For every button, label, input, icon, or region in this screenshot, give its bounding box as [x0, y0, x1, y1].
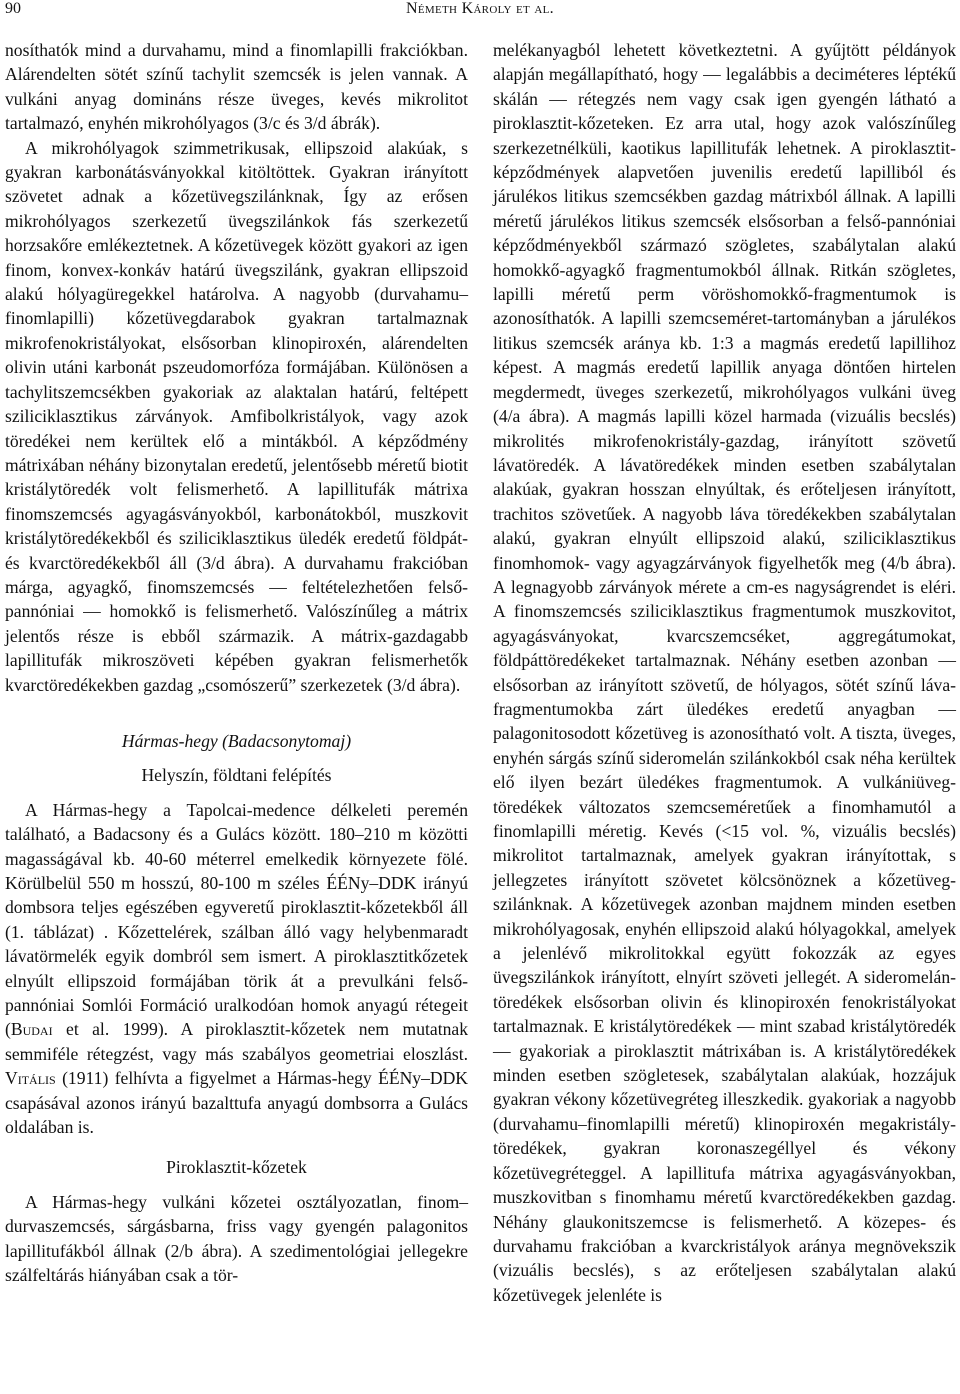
paragraph: melékanyagból lehetett következtetni. A gyűjtött példányok alapján megállapítható, hogy — legalábbis a deciméteres léptékű skálán — rétegzés nem vagy csak igen gyengén látható a piroklasztit-kőzeteken. Ez arra utal, hogy azok valószínűleg szerkezetnélküli, kaotikus lapillitufák lehetnek. A piroklasztit-képződmények alapvetően juvenilis eredetű lapilliból és járulékos litikus szemcsékben gazdag mátrixból állnak. A lapilli méretű járulékos litikus szemcsék elsősorban a felső-pannóniai képződményekből származó szögletes, szabálytalan alakú homokkő-agyagkő fragmentumokból állnak. Ritkán szögletes, lapilli méretű perm vöröshomokkő-fragmentumok is azonosíthatók. A lapilli szemcseméret-tartományban a járulékos litikus szemcsék aránya kb. 1:3 a magmás eredetű lapillihoz képest. A magmás eredetű lapillik anyaga döntően hirtelen megdermedt, üveges szerkezetű, mikrohólyagos vulkáni üveg (4/a ábra). A magmás lapilli közel harmada (vizuális becslés) mikrolités mikrofenokristály-gazdag, irányított szövetű lávatöredék. A lávatöredékek minden esetben szabálytalan alakúak, gyakran hosszan elnyúltak, és erőteljesen irányított, trachitos szövetűek. A nagyobb láva töredékekben szabálytalan alakú, gyakran elnyúlt ellipszoid alakú, sziliciklasztikus finomhomok- vagy agyagzárványok figyelhetők meg (4/b ábra). A legnagyobb zárványok mérete a cm-es nagyságrendet is eléri. A finomszemcsés sziliciklasztikus fragmentumok muszkovitot, agyagásványokat, kvarcszemcséket, aggregátumokat, földpáttöredékeket tartalmaznak. Néhány esetben azonban — elsősorban az irányított szövetű, de hólyagos, sötét színű láva-fragmentumokba zárt üledékes eredetű anyagban — palagonitosodott kőzetüveg is azonosítható volt. A tiszta, üveges, enyhén sárgás színű sideromelán szilánkokból csak néha kerültek elő ilyen bezárt üledékes fragmentumok. A vulkániüveg-töredékek változatos szemcseméretűek a finomhamutól a finomlapilli méretig. Kevés (<15 vol. %, vizuális becslés) mikrolitot tartalmaznak, amelyek gyakran irányítottak, s jellegzetes irányított szövetet kölcsönöznek a kőzetüveg-szilánknak. A kőzetüvegek azonban majdnem minden esetben mikrohólyagosak, enyhén ellipszoid alakú hólyagokkal, amelyek a jelenlévő mikrolitokkal együtt fokozzák az egyes üvegszilánkok irányított, elnyírt szöveti jellegét. A sideromelán-töredékek elsősorban olivin és klinopiroxén fenokristályokat tartalmaznak. E kristálytöredékek — mint szabad kristálytöredék — gyakoriak a piroklasztit mátrixában is. A kristálytöredékek minden esetben szögletesek, szabálytalan alakúak, hozzájuk gyakran vékony kőzetüvegréteg illeszkedik. gyakoriak a nagyobb (durvahamu–finomlapilli méretű) klinopiroxén megakristály-töredékek, gyakran koronaszegéllyel és vékony kőzetüvegréteggel. A lapillitufa mátrixa agyagásványokban, muszkovitban s finomhamu méretű kvarctöredékekben gazdag. Néhány glaukonitszemcse is felismerhető. A közepes- és durvahamu frakcióban a kvarckristályok aránya megnövekszik (vizuális becslés), s az erőteljesen szabálytalan alakú kőzetüvegek jelenléte is — [493, 40, 956, 1305]
paragraph: nosíthatók mind a durvahamu, mind a finomlapilli frakciókban. Alárendelten sötét színű tachylit szemcsék is jelen vannak. A vulkáni anyag domináns része üveges, kevés mikrolitot tartalmazó, enyhén mikrohólyagos (3/c és 3/d ábrák). — [5, 40, 468, 134]
text-run: et al. 1999). A piroklasztit-kőzetek nem mutatnak semmiféle rétegzést, vagy más szabályos geometriai eloszlást. — [5, 1019, 468, 1064]
paragraph: A Hármas-hegy vulkáni kőzetei osztályozatlan, finom–durvaszemcsés, sárgásbarna, friss vagy gyengén palagonitos lapillitufákból állnak (2/b ábra). A szedimentológiai jellegekre szálfeltárás hiányában csak a tör- — [5, 1191, 468, 1286]
text-run: (1911) felhívta a figyelmet a Hármas-hegy ÉÉNy–DDK csapásával azonos irányú bazalttufa anyagú dombsorra a Gulács oldalában is. — [5, 1068, 468, 1138]
subsection-heading: Piroklasztit-kőzetek — [166, 1157, 307, 1178]
page-number: 90 — [5, 0, 21, 17]
section-heading: Hármas-hegy (Badacsonytomaj) — [121, 730, 352, 751]
right-column — [493, 38, 956, 1307]
paragraph: A mikrohólyagok szimmetrikusak, ellipszoid alakúak, s gyakran karbonátásványokkal kitöltöttek. Gyakran irányított szövetet adnak a kőzetüvegszilánknak, Így az erősen mikrohólyagos szerkezetű üvegszilánkok fás szerkezetű horzsakőre emlékeztetnek. A kőzetüvegek között gyakori az igen finom, konvex-konkáv határú üvegszilánk, gyakran ellipszoid alakú hólyagüregekkel határolva. A nagyobb (durvahamu–finomlapilli) kőzetüvegdarabok gyakran tartalmaznak mikrofenokristályokat, elsősorban klinopiroxén, alárendelten olivin utáni karbonát pszeudomorfóza formájában. Különösen a tachylitszemcsékben gyakoriak az alaktalan határú, feltépett sziliciklasztikus zárványok. Amfibolkristályok, vagy azok töredékei nem kerültek elő a mintákból. A képződmény mátrixában néhány bizonytalan eredetű, jelentősebb méretű biotit kristálytöredék volt felismerhető. A lapillitufák mátrixa finomszemcsés agyagásványokból, karbonátokból, muszkovit kristálytöredékekből és sziliciklasztikus üledék eredetű földpát- és kvarctöredékekből áll (3/d ábra). A durvahamu frakcióban márga, agyagkő, finomszemcsés — feltételezhetően felső-pannóniai — homokkő is felismerhető. Valószínűleg a mátrix jelentős része is ebből származik. A mátrix-gazdagabb lapillitufák mikroszöveti képében gyakran felismerhetők kvarctöredékekben gazdag „csomószerű” szerkezetek (3/d ábra). — [5, 137, 468, 695]
text-run: A Hármas-hegy a Tapolcai-medence délkeleti peremén található, a Badacsony és a Gulács között. 180–210 m közötti magasságával kb. 40-60 méterrel emelkedik környezete fölé. Körülbelül 550 m hosszú, 80-100 m széles ÉÉNy–DDK irányú dombsora teljes egészében egyveretű piroklasztit-kőzetekből áll (1. táblázat) . Kőzettelérek, szálban álló vagy helybenmaradt lávatörmelék egyik dombról sem ismert. A piroklasztitkőzetek elnyúlt ellipszoid formájában törik át a prevulkáni felső-pannóniai Somlói Formáció uralkodóan homok anyagú rétegeit ( — [5, 799, 468, 1040]
page-header — [0, 0, 960, 24]
left-column — [5, 38, 468, 1288]
citation-author: Vitális — [5, 1068, 56, 1089]
running-head: Németh Károly et al. — [406, 0, 554, 17]
citation-author: Budai — [10, 1019, 53, 1040]
paragraph — [5, 798, 468, 1140]
subsection-heading: Helyszín, földtani felépítés — [141, 765, 332, 786]
